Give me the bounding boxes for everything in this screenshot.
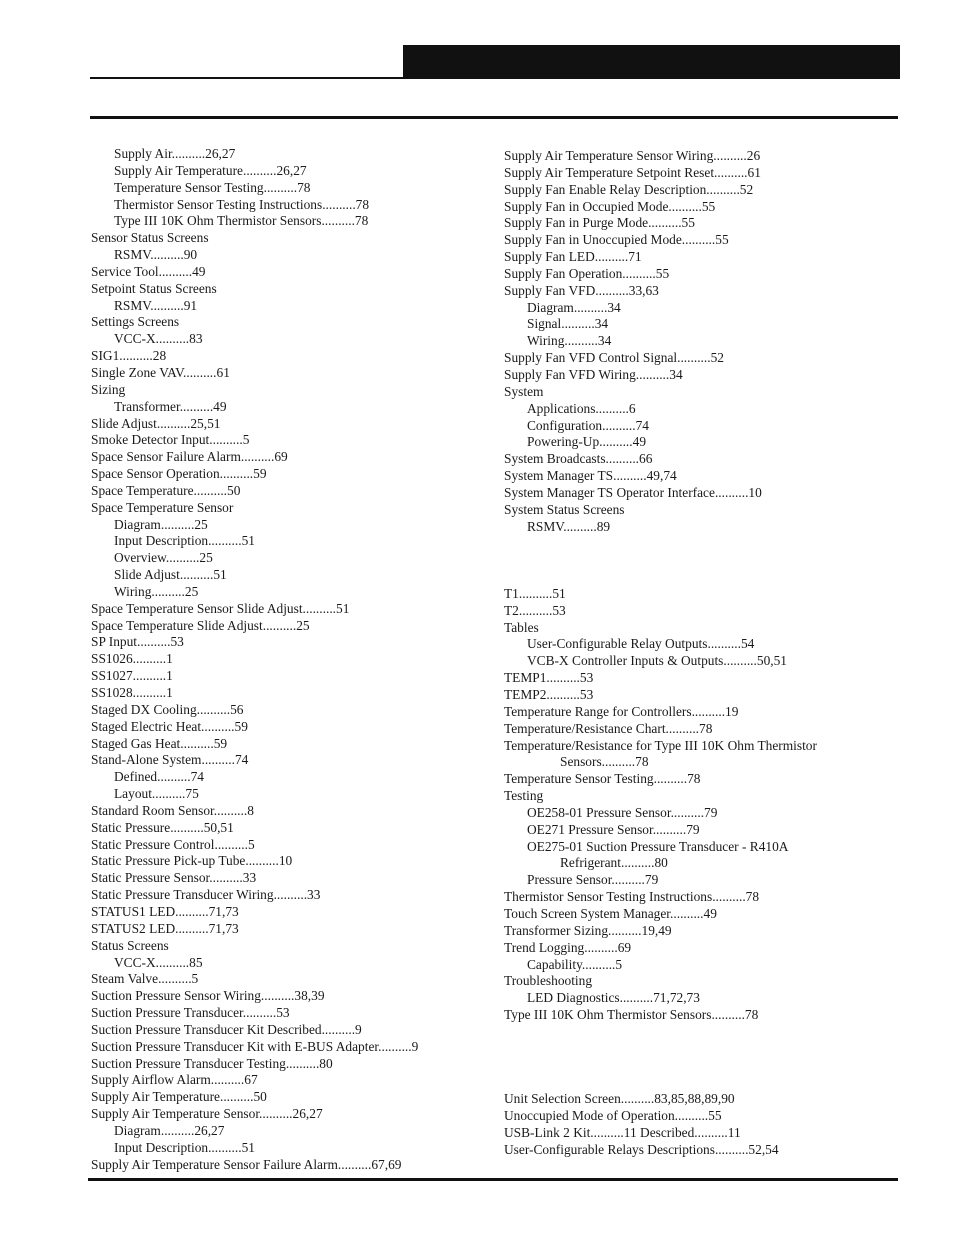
index-gap xyxy=(504,569,899,586)
index-entry: Static Pressure Pick-up Tube..........10 xyxy=(91,853,293,869)
index-entry: Steam Valve..........5 xyxy=(91,971,199,987)
index-subentry: LED Diagnostics..........71,72,73 xyxy=(527,990,700,1006)
index-column-right xyxy=(504,148,899,1159)
index-entry: System Manager TS Operator Interface..........10 xyxy=(504,484,762,500)
index-entry: Unit Selection Screen..........83,85,88,89,90 xyxy=(504,1091,735,1107)
index-subentry: RSMV..........91 xyxy=(114,297,198,313)
index-entry: System Broadcasts..........66 xyxy=(504,451,653,467)
index-subentry: Diagram..........25 xyxy=(114,516,208,532)
index-entry: Setpoint Status Screens xyxy=(91,280,217,296)
index-entry: Supply Air Temperature..........50 xyxy=(91,1089,267,1105)
index-entry: Staged Electric Heat..........59 xyxy=(91,718,248,734)
index-entry: Static Pressure Transducer Wiring..........33 xyxy=(91,887,321,903)
index-entry: Type III 10K Ohm Thermistor Sensors..........78 xyxy=(504,1007,759,1023)
index-entry: Space Temperature Sensor Slide Adjust..........51 xyxy=(91,600,350,616)
index-subentry: User-Configurable Relay Outputs..........54 xyxy=(527,636,755,652)
index-entry: USB-Link 2 Kit..........11 Described..........11 xyxy=(504,1124,741,1140)
index-entry: Temperature/Resistance Chart..........78 xyxy=(504,720,713,736)
index-entry: Sensor Status Screens xyxy=(91,230,209,246)
index-entry: Staged DX Cooling..........56 xyxy=(91,701,244,717)
index-gap xyxy=(504,535,899,552)
index-subentry: Input Description..........51 xyxy=(114,1139,255,1155)
index-entry: Single Zone VAV..........61 xyxy=(91,364,230,380)
index-entry: Testing xyxy=(504,788,544,804)
index-entry: Staged Gas Heat..........59 xyxy=(91,735,228,751)
index-gap xyxy=(504,1074,899,1091)
index-subentry: Diagram..........34 xyxy=(527,299,621,315)
index-entry: Supply Air Temperature Setpoint Reset..........61 xyxy=(504,164,761,180)
index-subentry: Configuration..........74 xyxy=(527,417,649,433)
index-subentry: VCC-X..........83 xyxy=(114,331,203,347)
index-entry: SS1028..........1 xyxy=(91,685,173,700)
index-subentry: OE258-01 Pressure Sensor..........79 xyxy=(527,804,718,820)
index-entry: Temperature Sensor Testing..........78 xyxy=(504,771,701,787)
index-entry: Supply Fan VFD Wiring..........34 xyxy=(504,366,683,382)
index-entry: Space Temperature..........50 xyxy=(91,482,241,498)
index-entry: Supply Air Temperature Sensor Failure Alarm..........67,69 xyxy=(91,1156,402,1172)
index-subentry: Wiring..........34 xyxy=(527,333,612,349)
index-entry: STATUS1 LED..........71,73 xyxy=(91,903,239,919)
index-entry: Suction Pressure Transducer Kit with E-BUS Adapter..........9 xyxy=(91,1038,419,1054)
index-subentry: RSMV..........90 xyxy=(114,247,198,263)
index-entry: T2..........53 xyxy=(504,602,566,618)
index-entry: TEMP1..........53 xyxy=(504,670,594,686)
index-entry: Supply Fan VFD..........33,63 xyxy=(504,282,659,298)
index-subentry: Signal..........34 xyxy=(527,316,609,332)
index-entry: Static Pressure Sensor..........33 xyxy=(91,870,257,886)
index-entry: System Status Screens xyxy=(504,501,625,517)
index-subentry: VCC-X..........85 xyxy=(114,954,203,970)
index-subentry: Supply Air Temperature..........26,27 xyxy=(114,162,307,178)
index-entry: Supply Fan LED..........71 xyxy=(504,249,642,265)
index-subentry: Applications..........6 xyxy=(527,400,636,416)
index-entry: Static Pressure..........50,51 xyxy=(91,819,234,835)
index-entry: Suction Pressure Transducer Kit Described..........9 xyxy=(91,1021,362,1037)
index-subentry: OE271 Pressure Sensor..........79 xyxy=(527,821,700,837)
index-entry: TEMP2..........53 xyxy=(504,687,594,702)
index-entry: Supply Fan VFD Control Signal..........52 xyxy=(504,350,724,366)
index-entry: Tables xyxy=(504,619,539,635)
index-subentry: Temperature Sensor Testing..........78 xyxy=(114,179,311,195)
index-subentry: Defined..........74 xyxy=(114,769,204,785)
index-entry: Supply Fan in Occupied Mode..........55 xyxy=(504,198,716,214)
index-gap xyxy=(504,552,899,569)
index-entry: Sizing xyxy=(91,381,126,397)
index-subentry: OE275-01 Suction Pressure Transducer - R410A xyxy=(527,838,789,854)
index-subentry: RSMV..........89 xyxy=(527,518,611,534)
index-subentry: Wiring..........25 xyxy=(114,583,199,599)
index-entry: Supply Air Temperature Sensor Wiring..........26 xyxy=(504,148,761,163)
index-entry: Temperature/Resistance for Type III 10K Ohm Thermistor xyxy=(504,737,817,753)
index-subentry: Slide Adjust..........51 xyxy=(114,567,227,583)
bottom-divider xyxy=(88,1178,898,1181)
index-subentry: Transformer..........49 xyxy=(114,398,227,414)
index-gap xyxy=(504,1041,899,1058)
index-gap xyxy=(504,1058,899,1075)
index-entry: Slide Adjust..........25,51 xyxy=(91,415,221,431)
index-entry: Space Sensor Failure Alarm..........69 xyxy=(91,449,288,465)
index-subentry: VCB-X Controller Inputs & Outputs..........50,51 xyxy=(527,653,787,669)
index-entry: Suction Pressure Sensor Wiring..........38,39 xyxy=(91,988,325,1004)
index-subentry: Overview..........25 xyxy=(114,550,213,566)
index-entry: Standard Room Sensor..........8 xyxy=(91,802,254,818)
index-entry: Smoke Detector Input..........5 xyxy=(91,432,250,448)
index-subentry: Sensors..........78 xyxy=(560,754,649,770)
header-bar xyxy=(403,45,900,79)
index-entry: User-Configurable Relays Descriptions..........52,54 xyxy=(504,1141,779,1157)
top-divider xyxy=(90,116,898,119)
index-entry: SP Input..........53 xyxy=(91,634,184,650)
index-entry: Temperature Range for Controllers..........19 xyxy=(504,703,739,719)
index-entry: Supply Fan Enable Relay Description..........52 xyxy=(504,181,754,197)
index-entry: Troubleshooting xyxy=(504,973,593,989)
index-entry: Trend Logging..........69 xyxy=(504,939,632,955)
index-entry: Supply Air Temperature Sensor..........26,27 xyxy=(91,1106,323,1122)
index-subentry: Input Description..........51 xyxy=(114,533,255,549)
index-subentry: Diagram..........26,27 xyxy=(114,1122,225,1138)
index-subentry: Type III 10K Ohm Thermistor Sensors..........78 xyxy=(114,213,369,229)
index-entry: Supply Fan in Purge Mode..........55 xyxy=(504,215,695,231)
index-entry: SS1027..........1 xyxy=(91,668,173,684)
index-entry: Supply Fan Operation..........55 xyxy=(504,265,670,281)
index-entry: Stand-Alone System..........74 xyxy=(91,752,249,768)
index-subentry: Powering-Up..........49 xyxy=(527,434,647,450)
index-subentry: Supply Air..........26,27 xyxy=(114,146,236,161)
index-subentry: Layout..........75 xyxy=(114,786,199,802)
index-entry: SIG1..........28 xyxy=(91,348,167,364)
index-entry: Space Temperature Slide Adjust..........25 xyxy=(91,617,310,633)
index-subentry: Thermistor Sensor Testing Instructions..........78 xyxy=(114,196,370,212)
index-entry: Service Tool..........49 xyxy=(91,263,206,279)
index-column-left xyxy=(91,146,491,1173)
index-entry: System xyxy=(504,383,544,399)
index-entry: Supply Airflow Alarm..........67 xyxy=(91,1072,258,1088)
index-entry: System Manager TS..........49,74 xyxy=(504,468,677,484)
index-entry: T1..........51 xyxy=(504,585,566,601)
index-entry: STATUS2 LED..........71,73 xyxy=(91,920,239,936)
index-entry: Settings Screens xyxy=(91,314,180,330)
index-entry: Space Temperature Sensor xyxy=(91,499,234,515)
index-entry: Transformer Sizing..........19,49 xyxy=(504,922,672,938)
index-subentry: Pressure Sensor..........79 xyxy=(527,872,659,888)
index-entry: Suction Pressure Transducer Testing..........80 xyxy=(91,1055,333,1071)
index-entry: Supply Fan in Unoccupied Mode..........55 xyxy=(504,232,729,248)
index-entry: SS1026..........1 xyxy=(91,651,173,667)
index-entry: Static Pressure Control..........5 xyxy=(91,836,255,852)
index-subentry: Capability..........5 xyxy=(527,956,623,972)
index-entry: Unoccupied Mode of Operation..........55 xyxy=(504,1108,722,1124)
index-entry: Space Sensor Operation..........59 xyxy=(91,466,267,482)
index-gap xyxy=(504,1024,899,1041)
index-entry: Suction Pressure Transducer..........53 xyxy=(91,1005,290,1021)
header-rule xyxy=(90,77,403,79)
index-subentry: Refrigerant..........80 xyxy=(560,855,668,871)
index-entry: Touch Screen System Manager..........49 xyxy=(504,905,717,921)
index-entry: Status Screens xyxy=(91,937,169,953)
index-entry: Thermistor Sensor Testing Instructions..........78 xyxy=(504,889,760,905)
